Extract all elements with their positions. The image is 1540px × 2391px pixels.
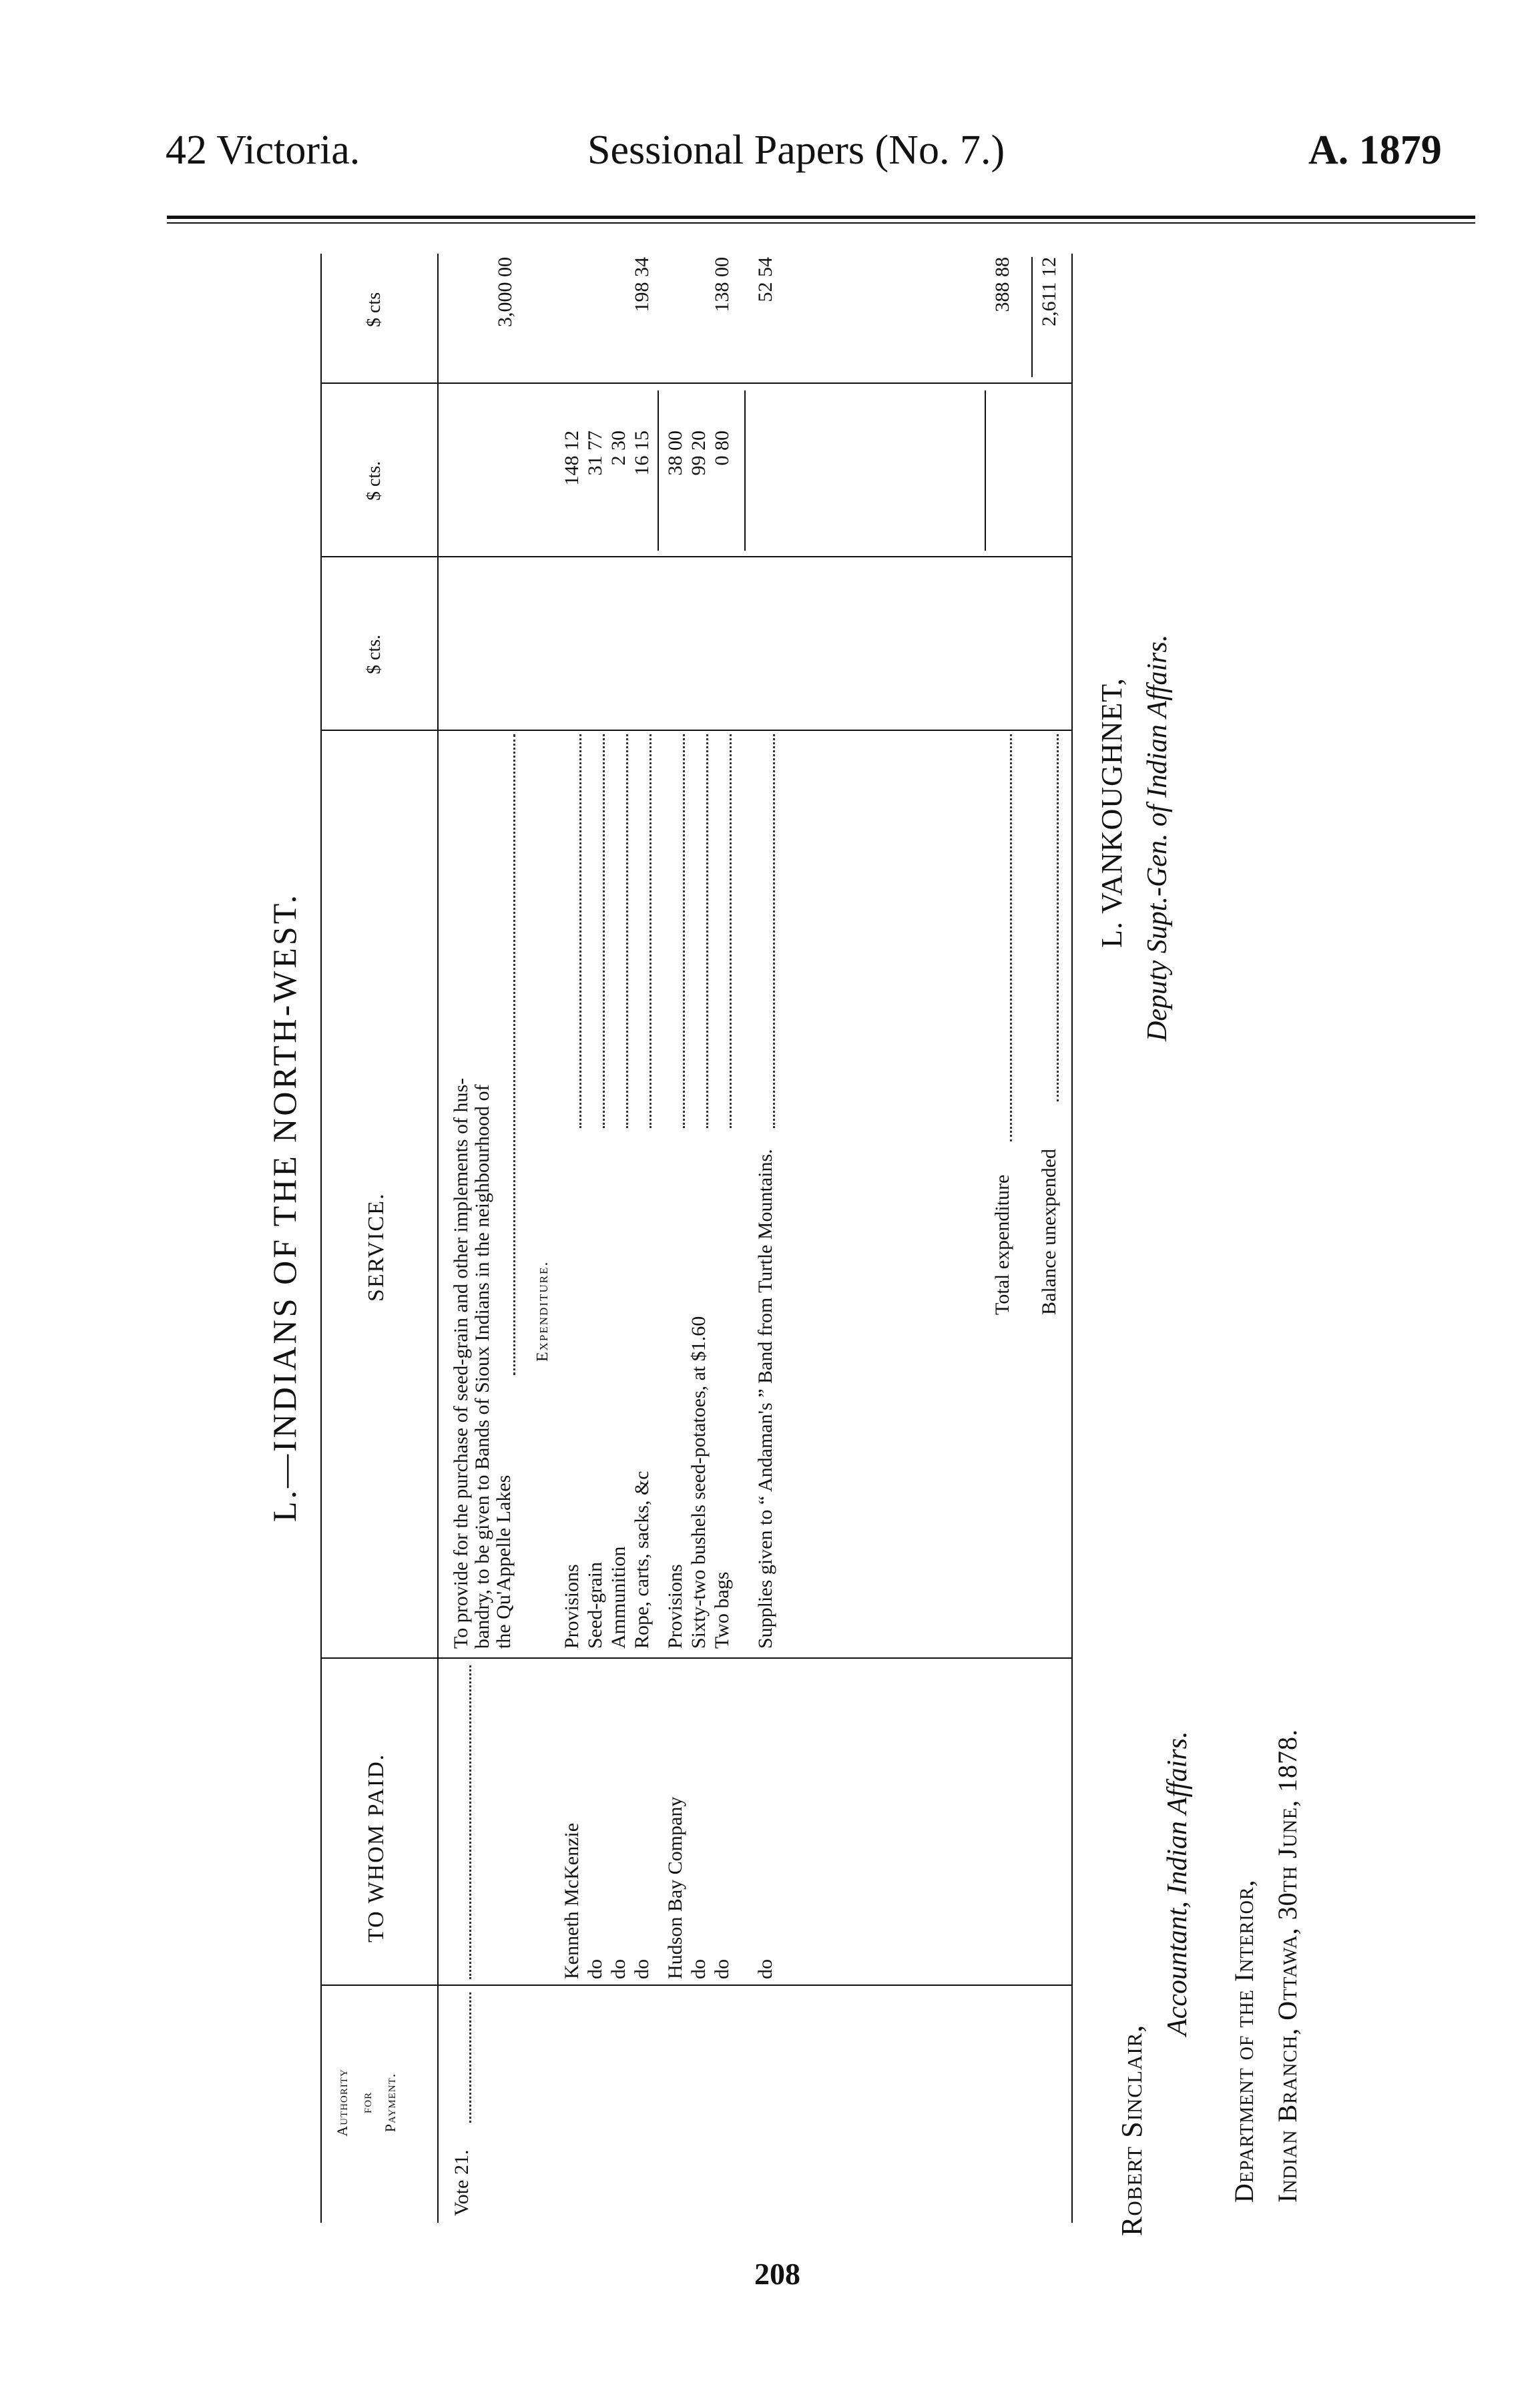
total-label: Total expenditure bbox=[991, 1174, 1013, 1315]
row-service: Seed-grain bbox=[584, 1562, 606, 1649]
unit-header-2: $ cts. bbox=[364, 461, 384, 501]
table-top-rule bbox=[320, 254, 322, 2223]
row-payee: do bbox=[607, 1959, 629, 1979]
header-bottom-rule bbox=[437, 254, 439, 2223]
vote-authority: Vote 21. bbox=[451, 2149, 473, 2216]
row-payee: do bbox=[711, 1959, 733, 1979]
authority-header-line2: for bbox=[358, 2091, 374, 2114]
header-sessional-papers: Sessional Papers (No. 7.) bbox=[587, 127, 1005, 173]
rotated-table bbox=[257, 220, 1075, 2223]
accountant-title: Accountant, Indian Affairs. bbox=[1162, 1731, 1193, 2036]
group-rule bbox=[744, 390, 746, 551]
leader-dots bbox=[773, 734, 775, 1128]
row-service: Ammunition bbox=[607, 1546, 629, 1649]
leader-dots bbox=[1010, 734, 1012, 1141]
leader-dots bbox=[706, 734, 708, 1128]
col-div-c1 bbox=[320, 556, 1071, 557]
row-amount-detail: 2 30 bbox=[607, 431, 629, 466]
row-service: Provisions bbox=[561, 1564, 583, 1649]
row-service: Provisions bbox=[664, 1564, 686, 1649]
authority-header-line3: Payment. bbox=[382, 2073, 399, 2133]
col-div-c2 bbox=[320, 382, 1071, 384]
row-service: Supplies given to “ Andaman's ” Band from Turtle Mountains. bbox=[754, 1149, 776, 1649]
deputy-title: Deputy Supt.-Gen. of Indian Affairs. bbox=[1142, 634, 1173, 1041]
header-rule bbox=[167, 216, 1475, 219]
row-service: Rope, carts, sacks, &c bbox=[631, 1471, 653, 1649]
leader-dots bbox=[469, 1992, 471, 2123]
row-payee: do bbox=[631, 1959, 653, 1979]
deputy-name: L. VANKOUGHNET, bbox=[1095, 678, 1128, 948]
department-line2: Indian Branch, Ottawa, 30th June, 1878. bbox=[1272, 1728, 1302, 2203]
accountant-name: Robert Sinclair, bbox=[1115, 2024, 1148, 2236]
authority-header-line1: Authority bbox=[334, 2069, 350, 2137]
row-amount-detail: 38 00 bbox=[664, 431, 686, 476]
service-header: SERVICE. bbox=[364, 1192, 389, 1302]
group-rule bbox=[658, 390, 659, 551]
to-whom-header: TO WHOM PAID. bbox=[364, 1753, 389, 1942]
row-service: Two bags bbox=[711, 1571, 733, 1649]
vote-service-line2: bandry, to be given to Bands of Sioux Indians in the neighbourhood of bbox=[471, 1084, 493, 1649]
unit-header-1: $ cts. bbox=[364, 634, 384, 674]
row-payee: do bbox=[584, 1959, 606, 1979]
leader-dots bbox=[683, 734, 685, 1128]
vote-amount: 3,000 00 bbox=[494, 257, 516, 327]
header-year: A. 1879 bbox=[1308, 127, 1442, 173]
row-payee: do bbox=[688, 1959, 710, 1979]
row-amount-detail: 99 20 bbox=[688, 431, 710, 476]
row-amount-detail: 31 77 bbox=[584, 431, 606, 476]
leader-dots bbox=[579, 734, 581, 1128]
unit-header-3: $ cts bbox=[364, 292, 384, 327]
row-amount-detail: 0 80 bbox=[711, 431, 733, 466]
row-amount-detail: 148 12 bbox=[561, 431, 583, 486]
balance-rule bbox=[1031, 257, 1033, 377]
row-amount-subtotal: 52 54 bbox=[754, 257, 776, 302]
balance-amount: 2,611 12 bbox=[1038, 257, 1060, 326]
leader-dots bbox=[469, 1665, 471, 1979]
table-title: L.—INDIANS OF THE NORTH-WEST. bbox=[266, 892, 303, 1522]
leader-dots bbox=[650, 734, 652, 1128]
vote-service-line3: the Qu'Appelle Lakes bbox=[493, 1475, 515, 1649]
row-amount-subtotal: 138 00 bbox=[711, 257, 733, 312]
leader-dots bbox=[626, 734, 628, 1128]
leader-dots bbox=[603, 734, 605, 1128]
vote-service bbox=[451, 1078, 515, 1649]
authority-header bbox=[330, 2023, 403, 2183]
row-service: Sixty-two bushels seed-potatoes, at $1.60 bbox=[688, 1316, 710, 1649]
department-line1: Department of the Interior, bbox=[1229, 1879, 1259, 2203]
row-payee: do bbox=[754, 1959, 776, 1979]
row-amount-subtotal: 198 34 bbox=[631, 257, 653, 312]
leader-dots bbox=[513, 734, 515, 1375]
row-amount-detail: 16 15 bbox=[631, 431, 653, 476]
total-rule bbox=[985, 390, 986, 551]
total-amount: 388 88 bbox=[991, 257, 1013, 312]
col-div-payee bbox=[320, 1657, 1071, 1659]
balance-label: Balance unexpended bbox=[1038, 1148, 1060, 1315]
vote-service-line1: To provide for the purchase of seed-grain and other implements of hus- bbox=[450, 1077, 472, 1649]
expenditure-heading: Expenditure. bbox=[534, 1260, 551, 1362]
leader-dots bbox=[1057, 734, 1059, 1101]
col-div-service bbox=[320, 730, 1071, 731]
table-bottom-rule bbox=[1071, 254, 1073, 2223]
row-payee: Hudson Bay Company bbox=[664, 1796, 686, 1979]
col-div-authority bbox=[320, 1984, 1071, 1986]
header-session: 42 Victoria. bbox=[166, 127, 360, 173]
leader-dots bbox=[730, 734, 732, 1128]
row-payee: Kenneth McKenzie bbox=[561, 1822, 583, 1979]
page-number: 208 bbox=[754, 2257, 800, 2291]
